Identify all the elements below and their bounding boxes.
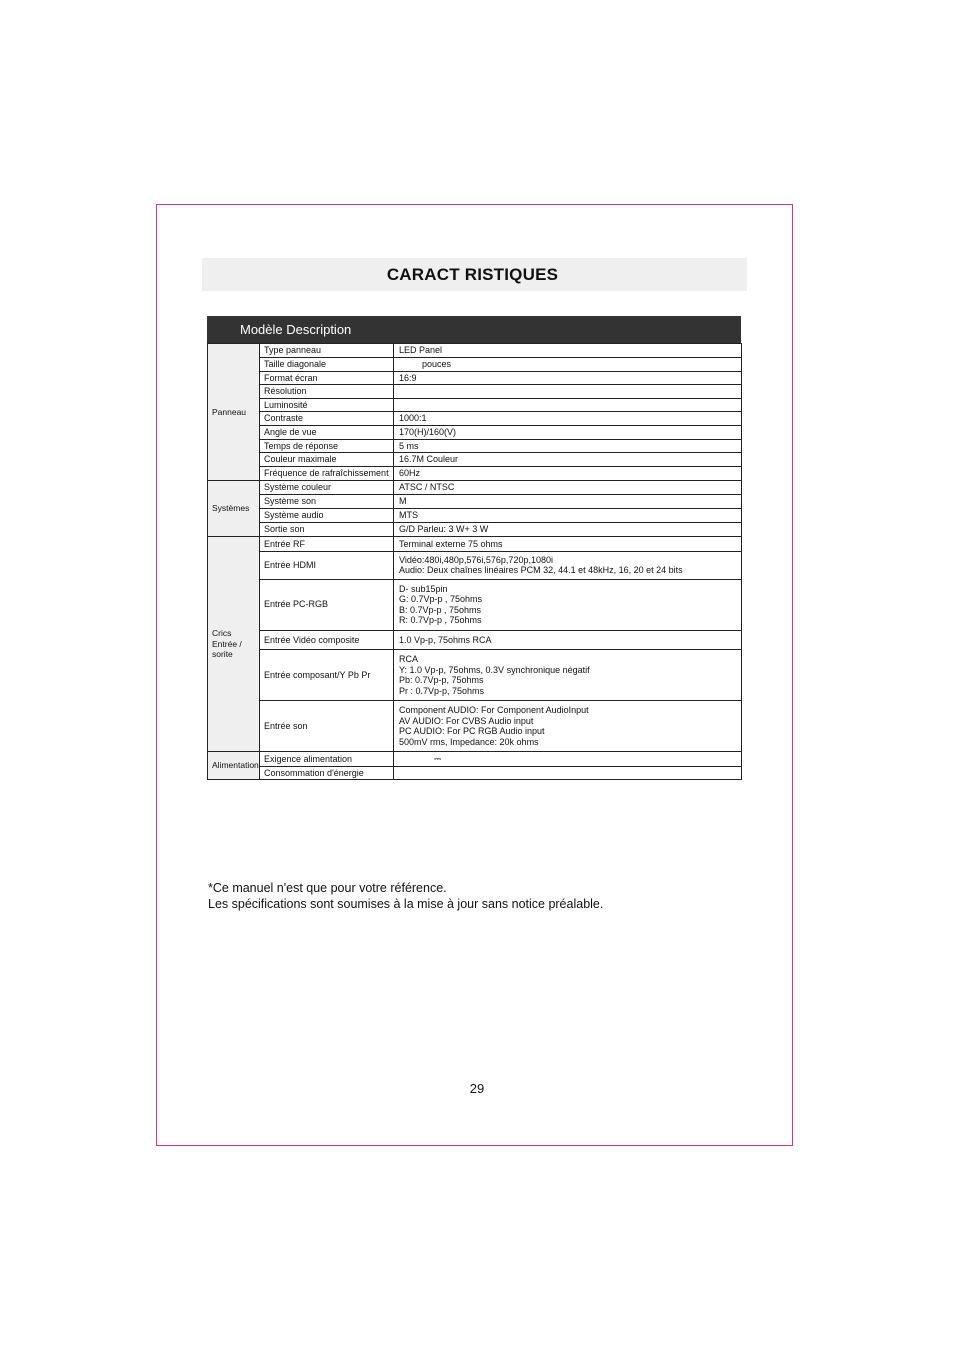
spec-label: Entrée Vidéo composite xyxy=(260,630,394,650)
spec-value xyxy=(394,439,742,453)
spec-value-line: Terminal externe 75 ohms xyxy=(399,538,503,549)
spec-label: Angle de vue xyxy=(260,426,394,440)
spec-value-line: 5 ms xyxy=(399,440,419,451)
spec-label: Résolution xyxy=(260,385,394,399)
spec-table xyxy=(207,343,742,780)
group-label-line: Crics xyxy=(212,628,232,639)
spec-label: Système audio xyxy=(260,508,394,522)
spec-value-line: 16:9 xyxy=(399,372,417,383)
spec-row xyxy=(208,579,742,630)
spec-value xyxy=(394,551,742,579)
spec-row xyxy=(208,466,742,481)
title-bar xyxy=(202,258,747,291)
spec-row xyxy=(208,426,742,440)
spec-label: Entrée RF xyxy=(260,537,394,552)
spec-value xyxy=(394,466,742,481)
spec-row xyxy=(208,439,742,453)
spec-label: Entrée PC-RGB xyxy=(260,579,394,630)
spec-row xyxy=(208,537,742,552)
spec-label: Fréquence de rafraîchissement xyxy=(260,466,394,481)
spec-value xyxy=(394,579,742,630)
spec-value-line: 170(H)/160(V) xyxy=(399,427,457,437)
spec-value-line: G: 0.7Vp-p , 75ohms xyxy=(399,594,483,604)
spec-value xyxy=(394,767,742,780)
spec-value-line: 1000:1 xyxy=(399,413,427,424)
spec-value xyxy=(394,398,742,412)
spec-row xyxy=(208,398,742,412)
spec-label: Système couleur xyxy=(260,481,394,495)
spec-value-line: Component AUDIO: For Component AudioInput xyxy=(399,705,589,715)
group-label-line: Panneau xyxy=(212,406,247,417)
spec-value xyxy=(394,385,742,399)
spec-label: Consommation d'énergie xyxy=(260,767,394,780)
spec-value-line: Audio: Deux chaînes linéaires PCM 32, 44.1 et 48kHz, 16, 20 et 24 bits xyxy=(399,565,683,575)
spec-value xyxy=(394,701,742,752)
spec-label: Exigence alimentation xyxy=(260,752,394,767)
spec-value-line: Y: 1.0 Vp-p, 75ohms, 0.3V synchronique négatif xyxy=(399,664,590,675)
note-line: Les spécifications sont soumises à la mise à jour sans notice préalable. xyxy=(208,896,604,911)
spec-label: Luminosité xyxy=(260,398,394,412)
spec-value xyxy=(394,752,742,767)
spec-value-line: B: 0.7Vp-p , 75ohms xyxy=(399,604,482,615)
spec-value xyxy=(394,481,742,495)
spec-label: Couleur maximale xyxy=(260,453,394,467)
spec-value-line: LED Panel xyxy=(399,345,443,356)
spec-value-line: M xyxy=(399,496,407,506)
spec-row xyxy=(208,385,742,399)
group-label-line: Systèmes xyxy=(212,503,250,514)
group-label-line: sorite xyxy=(212,649,233,660)
spec-value xyxy=(394,426,742,440)
spec-value-line: Pb: 0.7Vp-p, 75ohms xyxy=(399,675,484,685)
spec-value xyxy=(394,371,742,385)
spec-row xyxy=(208,767,742,780)
spec-value-line: R: 0.7Vp-p , 75ohms xyxy=(399,615,482,625)
spec-row xyxy=(208,481,742,495)
spec-value-line: 500mV rms, Impedance: 20k ohms xyxy=(399,736,539,747)
spec-value-line: RCA xyxy=(399,654,419,664)
spec-label: Entrée HDMI xyxy=(260,551,394,579)
spec-row xyxy=(208,508,742,522)
spec-value-line: D- sub15pin xyxy=(399,583,448,594)
spec-row xyxy=(208,752,742,767)
spec-row xyxy=(208,495,742,509)
spec-label: Entrée composant/Y Pb Pr xyxy=(260,650,394,701)
spec-value xyxy=(394,537,742,552)
spec-row xyxy=(208,650,742,701)
spec-value xyxy=(394,344,742,358)
notes xyxy=(208,881,603,912)
spec-row xyxy=(208,344,742,358)
spec-value xyxy=(394,650,742,701)
spec-label: Entrée son xyxy=(260,701,394,752)
spec-row xyxy=(208,412,742,426)
spec-value xyxy=(394,495,742,509)
group-label-line: Alimentation xyxy=(212,760,259,770)
spec-table-header: Modèle Description xyxy=(207,316,741,343)
spec-row xyxy=(208,701,742,752)
spec-value xyxy=(394,412,742,426)
spec-value-line: 16.7M Couleur xyxy=(399,454,459,464)
group-label-systemes xyxy=(208,481,260,537)
spec-value-line: 1.0 Vp-p, 75ohms RCA xyxy=(399,634,492,645)
page-title: CARACT RISTIQUES xyxy=(386,264,559,284)
spec-value xyxy=(394,358,742,372)
spec-value-line: pouces xyxy=(422,359,452,369)
spec-row xyxy=(208,371,742,385)
spec-value-line: Pr : 0.7Vp-p, 75ohms xyxy=(399,685,485,696)
spec-value-line: MTS xyxy=(399,509,418,520)
spec-value xyxy=(394,508,742,522)
spec-value-line: PC AUDIO: For PC RGB Audio input xyxy=(399,726,545,736)
spec-value-line: Vidéo:480i,480p,576i,576p,720p,1080i xyxy=(399,554,553,565)
spec-label: Sortie son xyxy=(260,522,394,537)
spec-value xyxy=(394,453,742,467)
group-label-line: Entrée / xyxy=(212,638,242,649)
spec-label: Contraste xyxy=(260,412,394,426)
group-label-panneau xyxy=(208,344,260,481)
page-number: 29 xyxy=(469,1081,485,1096)
group-label-crics xyxy=(208,537,260,752)
spec-label: Format écran xyxy=(260,371,394,385)
spec-label: Taille diagonale xyxy=(260,358,394,372)
spec-label: Type panneau xyxy=(260,344,394,358)
spec-label: Système son xyxy=(260,495,394,509)
spec-label: Temps de réponse xyxy=(260,439,394,453)
note-line: *Ce manuel n'est que pour votre référence. xyxy=(208,881,447,895)
spec-value-line: G/D Parleu: 3 W+ 3 W xyxy=(399,524,489,534)
spec-value-line: 60Hz xyxy=(399,468,421,478)
spec-value-line: AV AUDIO: For CVBS Audio input xyxy=(399,715,534,726)
spec-value xyxy=(394,522,742,537)
spec-row xyxy=(208,522,742,537)
spec-row xyxy=(208,630,742,650)
group-label-alimentation xyxy=(208,752,260,780)
spec-value-line: ⎓ xyxy=(434,753,442,764)
spec-value xyxy=(394,630,742,650)
spec-row xyxy=(208,358,742,372)
spec-row xyxy=(208,453,742,467)
spec-value-line: ATSC / NTSC xyxy=(399,482,455,493)
spec-row xyxy=(208,551,742,579)
